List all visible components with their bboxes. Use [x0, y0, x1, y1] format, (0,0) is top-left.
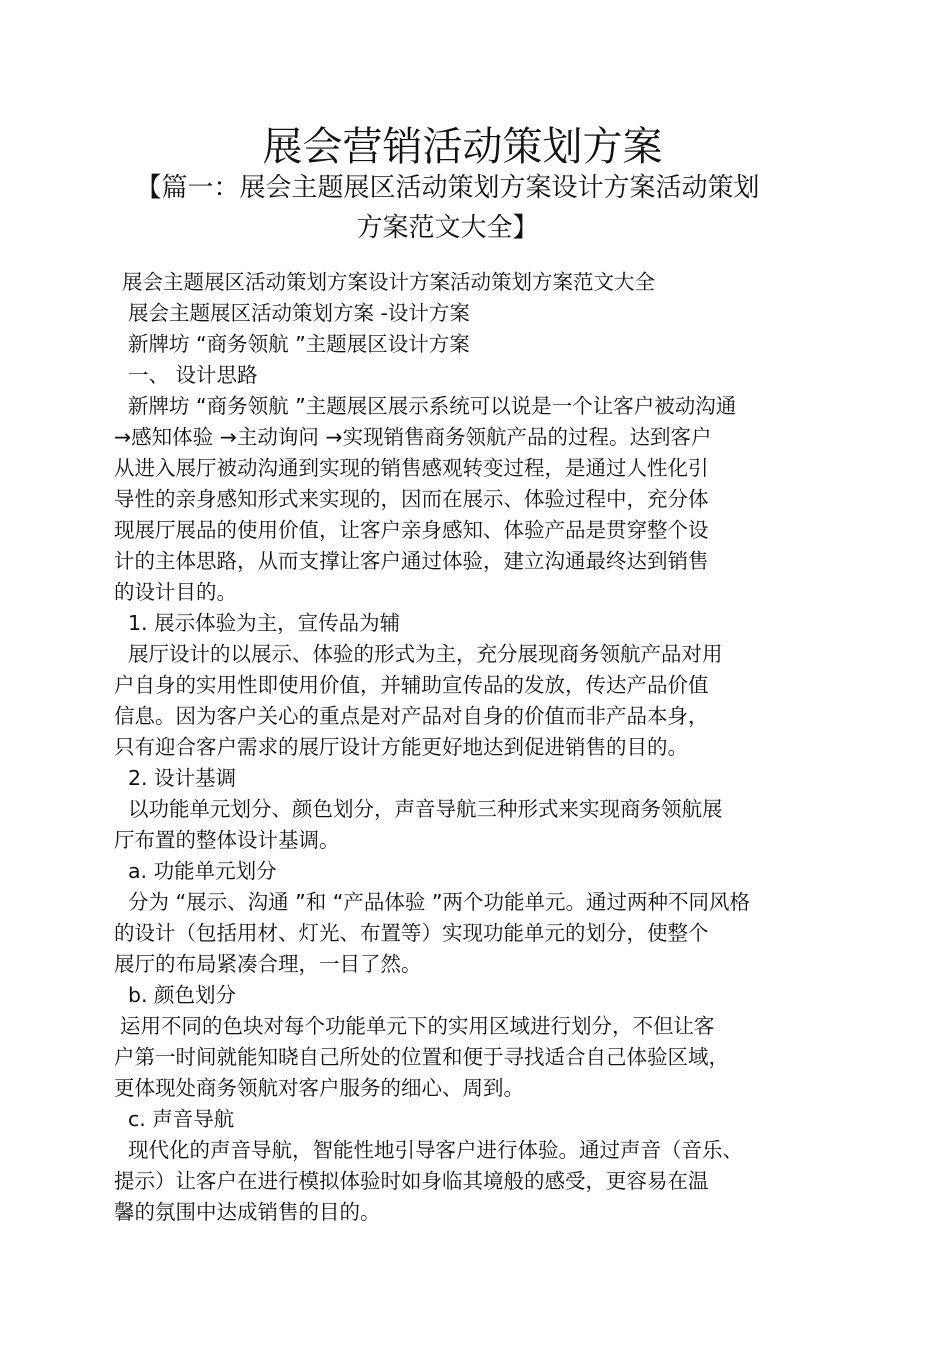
- section-heading-design-idea: 一、 设计思路: [128, 363, 258, 387]
- paragraph-line: 展厅设计的以展示、体验的形式为主，充分展现商务领航产品对用: [128, 642, 723, 666]
- paragraph-line: 导性的亲身感知形式来实现的，因而在展示、体验过程中，充分体: [114, 487, 709, 511]
- section-heading-2: 2. 设计基调: [128, 766, 237, 790]
- paragraph-line: 的设计目的。: [114, 580, 237, 604]
- paragraph-line: 计的主体思路，从而支撑让客户通过体验，建立沟通最终达到销售: [114, 549, 709, 573]
- paragraph-line: 提示）让客户在进行模拟体验时如身临其境般的感受，更容易在温: [114, 1169, 709, 1193]
- paragraph-line: 更体现处商务领航对客户服务的细心、周到。: [114, 1076, 524, 1100]
- document-title: 展会营销活动策划方案: [262, 124, 663, 170]
- paragraph-line: 现代化的声音导航，智能性地引导客户进行体验。通过声音（音乐、: [128, 1138, 743, 1162]
- paragraph-line: 从进入展厅被动沟通到实现的销售感观转变过程，是通过人性化引: [114, 456, 709, 480]
- paragraph-line: 厅布置的整体设计基调。: [114, 828, 340, 852]
- section-heading-c: c. 声音导航: [128, 1107, 235, 1131]
- paragraph-line: 运用不同的色块对每个功能单元下的实用区域进行划分，不但让客: [120, 1014, 715, 1038]
- paragraph-line: 馨的氛围中达成销售的目的。: [114, 1200, 381, 1224]
- body-line-project: 新牌坊 “商务领航 ”主题展区设计方案: [128, 332, 470, 356]
- paragraph-line: 展厅的布局紧凑合理，一目了然。: [114, 952, 422, 976]
- paragraph-line: 新牌坊 “商务领航 ”主题展区展示系统可以说是一个让客户被动沟通: [128, 394, 737, 418]
- body-line-subheading: 展会主题展区活动策划方案 -设计方案: [128, 301, 470, 325]
- paragraph-line: 的设计（包括用材、灯光、布置等）实现功能单元的划分，使整个: [114, 921, 709, 945]
- paragraph-line: 户第一时间就能知晓自己所处的位置和便于寻找适合自己体验区域，: [114, 1045, 729, 1069]
- paragraph-line: →感知体验 →主动询问 →实现销售商务领航产品的过程。达到客户: [114, 425, 712, 449]
- paragraph-line: 信息。因为客户关心的重点是对产品对自身的价值而非产品本身，: [114, 704, 709, 728]
- paragraph-line: 只有迎合客户需求的展厅设计方能更好地达到促进销售的目的。: [114, 735, 688, 759]
- section-heading-a: a. 功能单元划分: [128, 859, 277, 883]
- document-subtitle-line-2: 方案范文大全】: [356, 213, 539, 243]
- paragraph-line: 分为 “展示、沟通 ”和 “产品体验 ”两个功能单元。通过两种不同风格: [128, 890, 751, 914]
- section-heading-b: b. 颜色划分: [128, 983, 237, 1007]
- document-subtitle-line-1: 【篇一：展会主题展区活动策划方案设计方案活动策划: [135, 173, 760, 203]
- paragraph-line: 现展厅展品的使用价值，让客户亲身感知、体验产品是贯穿整个设: [114, 518, 709, 542]
- body-line-heading: 展会主题展区活动策划方案设计方案活动策划方案范文大全: [122, 270, 655, 294]
- paragraph-line: 户自身的实用性即使用价值，并辅助宣传品的发放，传达产品价值: [114, 673, 709, 697]
- paragraph-line: 以功能单元划分、颜色划分，声音导航三种形式来实现商务领航展: [128, 797, 723, 821]
- section-heading-1: 1. 展示体验为主，宣传品为辅: [128, 611, 401, 635]
